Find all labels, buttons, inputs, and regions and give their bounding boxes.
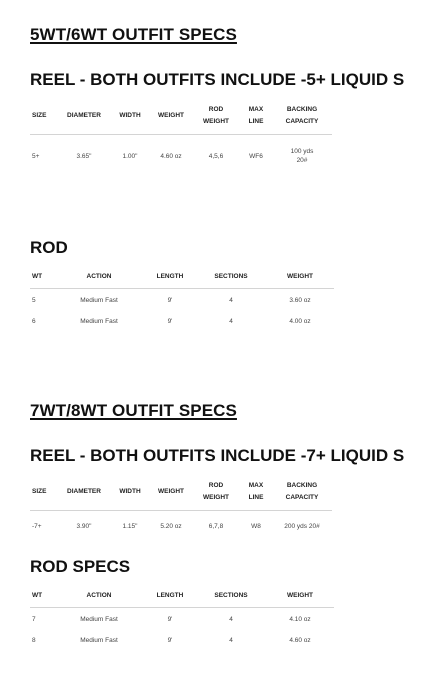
cell-line: WEIGHT — [158, 111, 184, 119]
table-row — [30, 312, 334, 330]
column-header: LENGTH — [144, 266, 196, 288]
table-cell: 6 — [32, 317, 36, 325]
column-header: SECTIONS — [196, 266, 266, 288]
table-cell: 4 — [229, 615, 233, 623]
cell-line: WEIGHT — [203, 117, 229, 125]
cell-line: DIAMETER — [67, 111, 101, 119]
reel-header-row — [30, 98, 332, 134]
column-header: WT — [30, 266, 54, 288]
cell-line: 1.00" — [122, 152, 138, 160]
table-row — [30, 134, 332, 178]
cell-line: ROD — [208, 481, 224, 489]
cell-line: 3.65" — [76, 152, 92, 160]
reel-heading-7wt-8wt: REEL - BOTH OUTFITS INCLUDE -7+ LIQUID S — [30, 446, 405, 465]
table-cell: 4 — [229, 296, 233, 304]
column-header — [110, 98, 150, 134]
reel-header-row — [30, 474, 332, 510]
table-cell: 4 — [229, 636, 233, 644]
column-header — [58, 98, 110, 134]
table-cell: 3.60 oz — [289, 296, 311, 304]
column-header — [30, 98, 58, 134]
column-header — [58, 474, 110, 510]
column-header — [240, 98, 272, 134]
cell-line: DIAMETER — [67, 487, 101, 495]
table-cell — [110, 134, 150, 178]
table-cell: Medium Fast — [80, 317, 118, 325]
table-cell: 9' — [167, 636, 173, 644]
cell-line: WIDTH — [119, 487, 141, 495]
column-header — [272, 474, 332, 510]
cell-line: 4.60 oz — [160, 152, 182, 160]
table-cell — [240, 134, 272, 178]
table-cell — [58, 510, 110, 542]
column-header: SECTIONS — [196, 585, 266, 607]
table-row — [30, 607, 334, 631]
cell-line: 200 yds 20# — [284, 522, 320, 530]
table-cell — [272, 510, 332, 542]
table-cell: Medium Fast — [80, 636, 118, 644]
cell-line: WIDTH — [119, 111, 141, 119]
table-cell: Medium Fast — [80, 615, 118, 623]
column-header: ACTION — [54, 585, 144, 607]
table-cell: Medium Fast — [80, 296, 118, 304]
cell-line: CAPACITY — [285, 117, 319, 125]
column-header — [150, 98, 192, 134]
cell-line: 5+ — [32, 152, 40, 160]
rod-spec-table-5wt-6wt — [30, 266, 334, 330]
table-cell — [240, 510, 272, 542]
column-header: ACTION — [54, 266, 144, 288]
rod-header-row — [30, 266, 334, 288]
table-cell: 5 — [32, 296, 36, 304]
cell-line: -7+ — [32, 522, 42, 530]
column-header: WEIGHT — [266, 585, 334, 607]
column-header — [110, 474, 150, 510]
table-cell — [30, 134, 58, 178]
cell-line: SIZE — [32, 111, 47, 119]
column-header — [240, 474, 272, 510]
table-cell — [30, 510, 58, 542]
cell-line: BACKING — [286, 481, 318, 489]
cell-line: 3.90" — [76, 522, 92, 530]
column-header: LENGTH — [144, 585, 196, 607]
cell-line: WEIGHT — [158, 487, 184, 495]
column-header: WT — [30, 585, 54, 607]
cell-line: SIZE — [32, 487, 47, 495]
rod-spec-table-7wt-8wt — [30, 585, 334, 649]
table-cell — [150, 510, 192, 542]
cell-line: LINE — [248, 117, 264, 125]
table-cell: 8 — [32, 636, 36, 644]
reel-spec-table-7wt-8wt — [30, 474, 332, 542]
table-cell — [58, 134, 110, 178]
column-header — [272, 98, 332, 134]
table-cell: 9' — [167, 615, 173, 623]
table-cell: 4.10 oz — [289, 615, 311, 623]
cell-line: 6,7,8 — [208, 522, 224, 530]
cell-line: CAPACITY — [285, 493, 319, 501]
section-heading-5wt-6wt: 5WT/6WT OUTFIT SPECS — [30, 25, 237, 44]
table-cell: 4.00 oz — [289, 317, 311, 325]
table-cell: 7 — [32, 615, 36, 623]
table-cell: 4 — [229, 317, 233, 325]
cell-line: MAX — [248, 481, 264, 489]
cell-line: 1.15" — [122, 522, 138, 530]
table-cell: 4.60 oz — [289, 636, 311, 644]
table-cell — [272, 134, 332, 178]
table-row — [30, 631, 334, 649]
cell-line: BACKING — [286, 105, 318, 113]
column-header — [30, 474, 58, 510]
table-row — [30, 510, 332, 542]
section-heading-7wt-8wt: 7WT/8WT OUTFIT SPECS — [30, 401, 237, 420]
column-header: WEIGHT — [266, 266, 334, 288]
table-cell: 9' — [167, 296, 173, 304]
cell-line: 100 yds — [290, 148, 314, 156]
rod-header-row — [30, 585, 334, 607]
reel-heading-5wt-6wt: REEL - BOTH OUTFITS INCLUDE -5+ LIQUID S — [30, 70, 405, 89]
cell-line: ROD — [208, 105, 224, 113]
reel-spec-table-5wt-6wt — [30, 98, 332, 178]
table-cell — [192, 134, 240, 178]
column-header — [192, 474, 240, 510]
table-cell: 9' — [167, 317, 173, 325]
column-header — [192, 98, 240, 134]
column-header — [150, 474, 192, 510]
cell-line: WF6 — [249, 152, 263, 160]
table-cell — [150, 134, 192, 178]
table-cell — [192, 510, 240, 542]
cell-line: W8 — [251, 522, 261, 530]
rod-heading-7wt-8wt: ROD SPECS — [30, 557, 131, 576]
cell-line: WEIGHT — [203, 493, 229, 501]
cell-line: LINE — [248, 493, 264, 501]
cell-line: 20# — [296, 157, 308, 165]
cell-line: 4,5,6 — [208, 152, 224, 160]
rod-heading-5wt-6wt: ROD — [30, 238, 68, 257]
cell-line: MAX — [248, 105, 264, 113]
table-cell — [110, 510, 150, 542]
cell-line: 5.20 oz — [160, 522, 182, 530]
table-row — [30, 288, 334, 312]
